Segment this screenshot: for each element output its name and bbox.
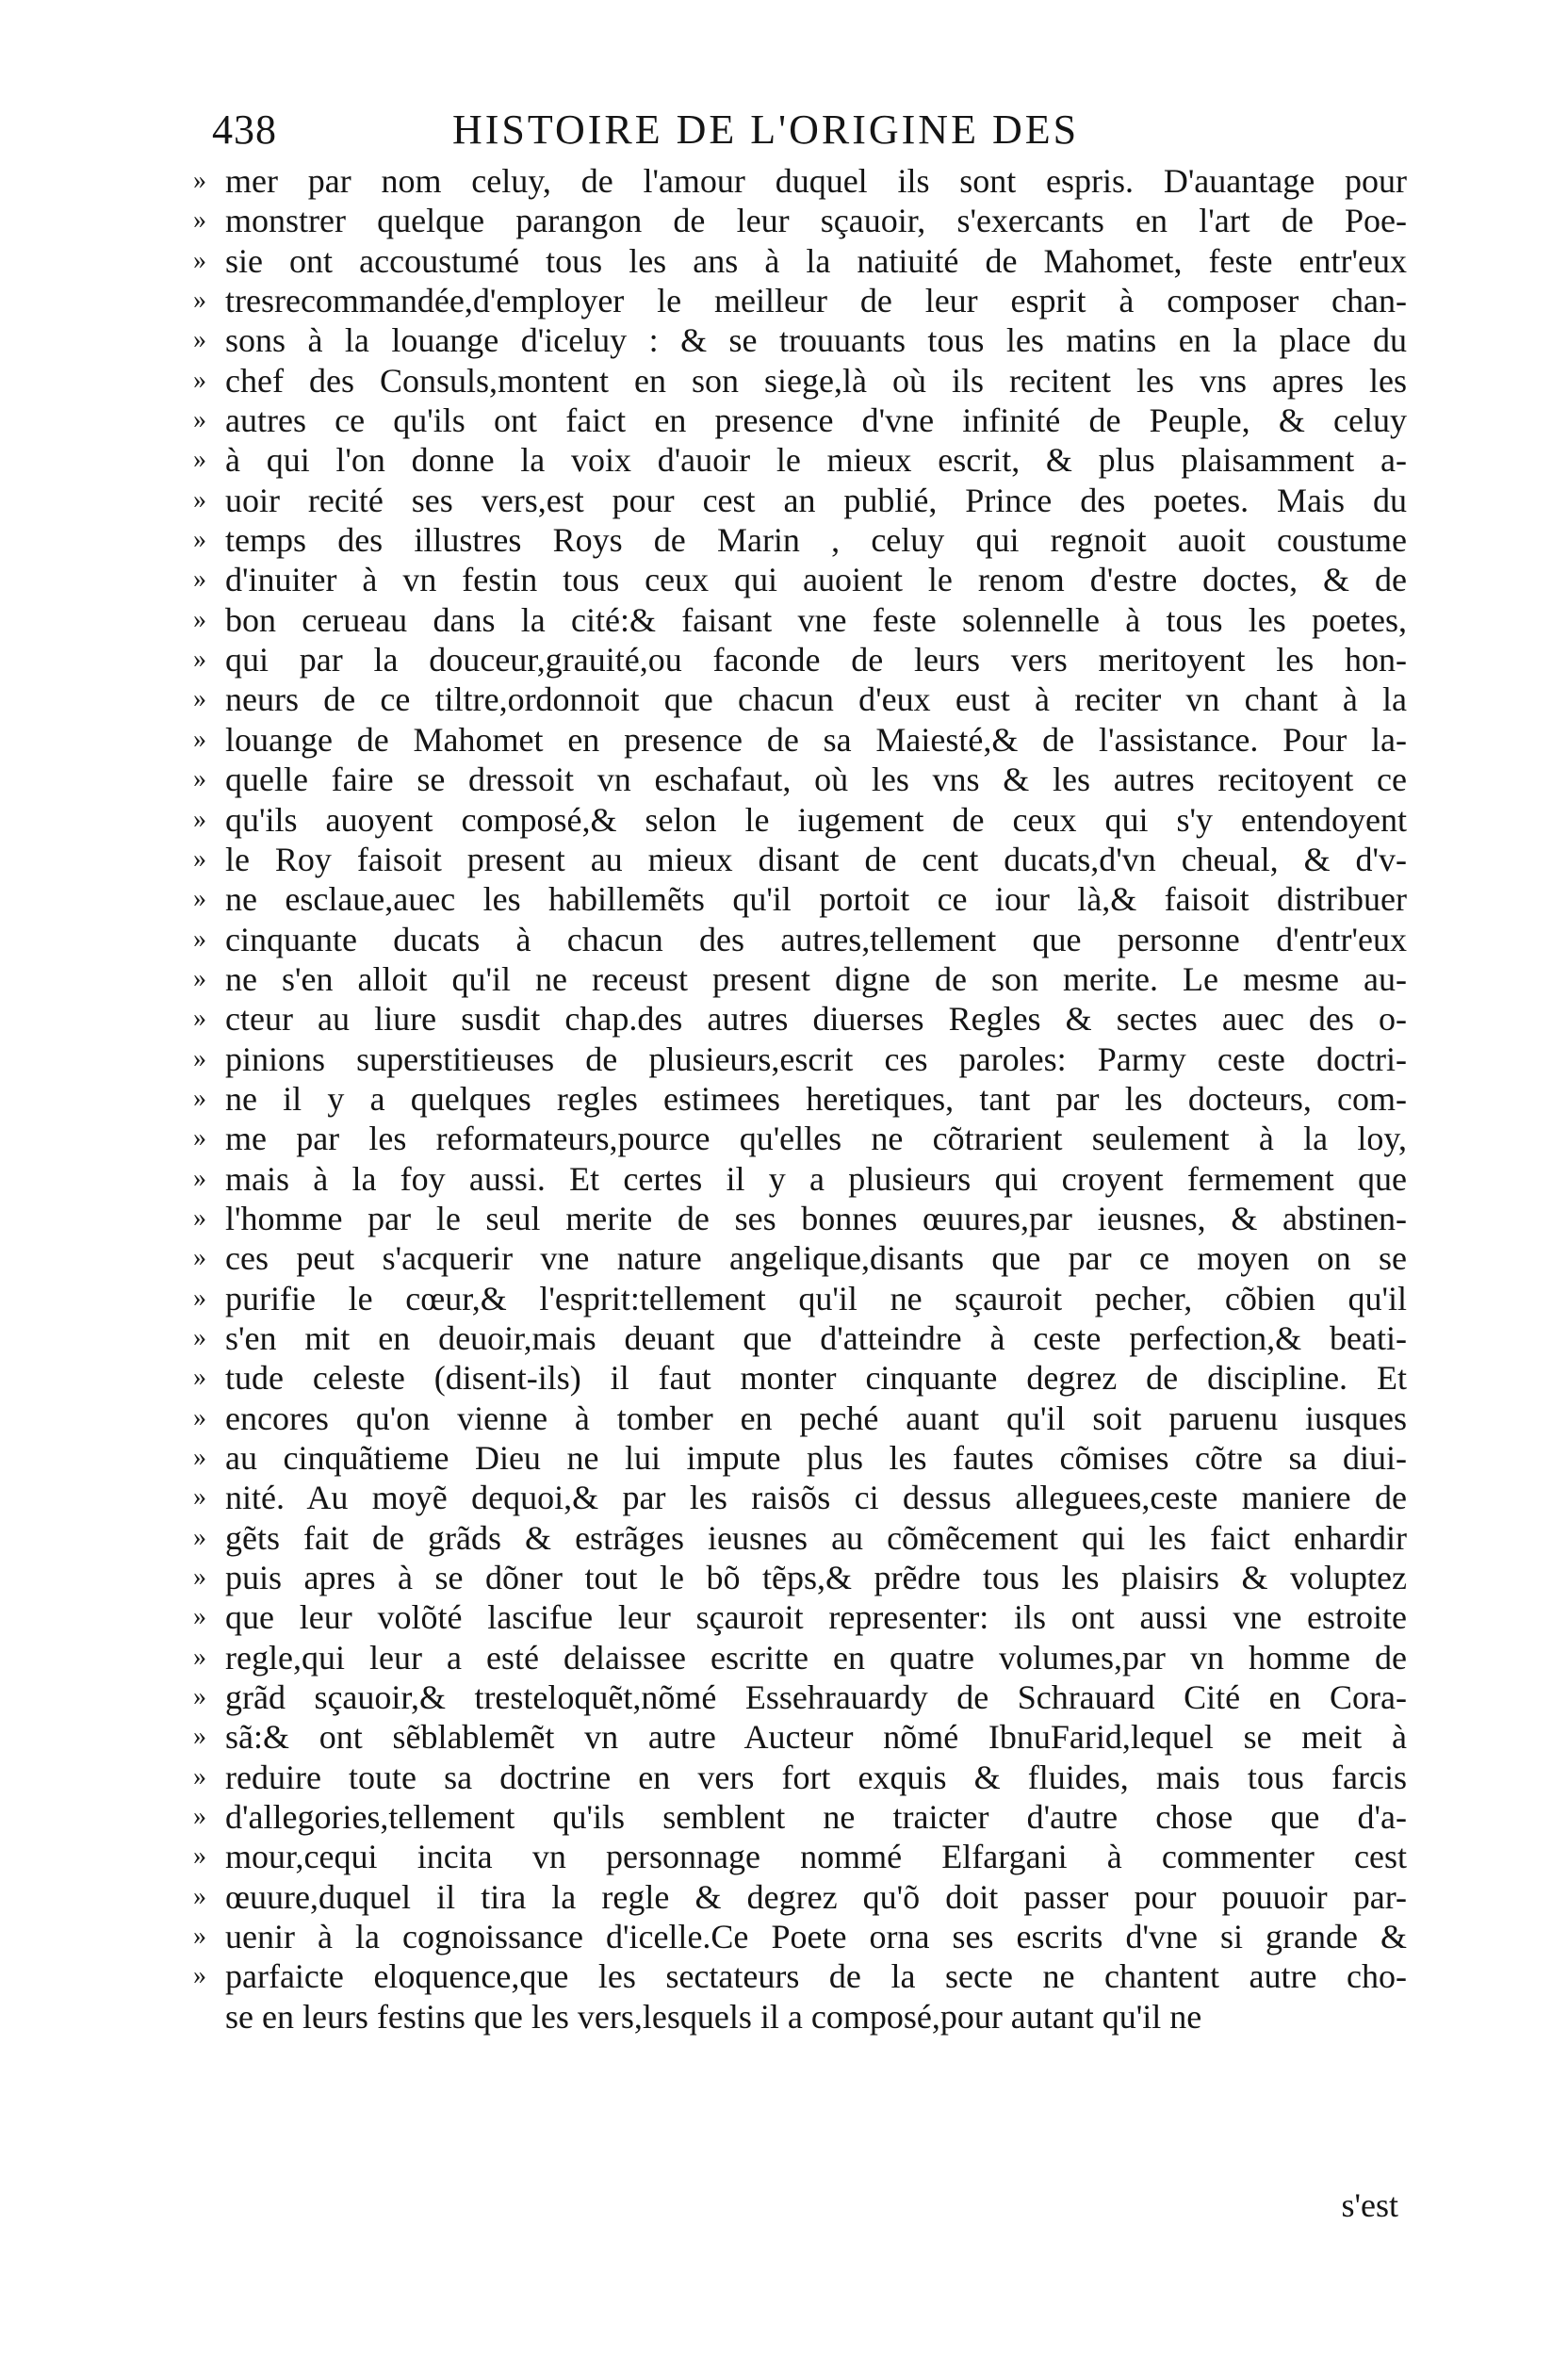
quotation-marker: »: [193, 1802, 206, 1832]
text-line: [193, 320, 1409, 360]
quotation-marker: »: [193, 1363, 206, 1393]
line-text: monstrer quelque parangon de leur sçauoir, s'exercants en l'art de Poe-: [225, 202, 1407, 240]
line-text: se en leurs festins que les vers,lesquels il a composé,pour autant qu'il ne: [225, 1997, 1202, 2036]
text-line: [193, 520, 1409, 560]
text-line: [193, 1159, 1409, 1199]
line-text: tresrecommandée,d'employer le meilleur de leur esprit à composer chan-: [225, 282, 1407, 320]
line-text: ne s'en alloit qu'il ne receust present digne de son merite. Le mesme au-: [225, 959, 1407, 998]
line-text: au cinquãtieme Dieu ne lui impute plus les fautes cõmises cõtre sa diui-: [225, 1439, 1407, 1477]
line-text: nité. Au moyẽ dequoi,& par les raisõs ci dessus alleguees,ceste maniere de: [225, 1479, 1407, 1517]
text-line: [193, 1399, 1409, 1438]
text-line: [193, 281, 1409, 320]
text-line: [193, 679, 1409, 719]
text-line: [193, 1119, 1409, 1158]
line-text: pinions superstitieuses de plusieurs,escrit ces paroles: Parmy ceste doctri-: [225, 1039, 1407, 1078]
quotation-marker: »: [193, 1402, 206, 1432]
line-text: quelle faire se dressoit vn eschafaut, où les vns & les autres recitoyent ce: [225, 761, 1407, 799]
text-line: [193, 800, 1409, 840]
line-text: purifie le cœur,& l'esprit:tellement qu'il ne sçauroit pecher, cõbien qu'il: [225, 1279, 1407, 1317]
text-line: [193, 840, 1409, 879]
line-text: mer par nom celuy, de l'amour duquel ils sont espris. D'auantage pour: [225, 162, 1407, 200]
line-text: temps des illustres Roys de Marin , celuy qui regnoit auoit coustume: [225, 521, 1407, 560]
quotation-marker: »: [193, 1083, 206, 1113]
quotation-marker: »: [193, 1961, 206, 1991]
line-text: parfaicte eloquence,que les sectateurs de la secte ne chantent autre cho-: [225, 1957, 1407, 1996]
quotation-marker: »: [193, 405, 206, 435]
quotation-marker: »: [193, 1322, 206, 1352]
quotation-marker: »: [193, 1243, 206, 1273]
line-text: cteur au liure susdit chap.des autres diuerses Regles & sectes auec des o-: [225, 1000, 1407, 1039]
text-line: [193, 760, 1409, 799]
line-text: bon cerueau dans la cité:& faisant vne feste solennelle à tous les poetes,: [225, 600, 1407, 639]
quotation-marker: »: [193, 484, 206, 515]
line-text: s'en mit en deuoir,mais deuant que d'atteindre à ceste perfection,& beati-: [225, 1318, 1407, 1357]
catchword: s'est: [1341, 2186, 1398, 2224]
line-text: mais à la foy aussi. Et certes il y a plusieurs qui croyent fermement que: [225, 1159, 1407, 1198]
line-text: sie ont accoustumé tous les ans à la natiuité de Mahomet, feste entr'eux: [225, 241, 1407, 280]
text-line: [193, 1438, 1409, 1478]
quotation-marker: »: [193, 1922, 206, 1952]
line-text: sã:& ont sẽblablemẽt vn autre Aucteur nõmé IbnuFarid,lequel se meit à: [225, 1718, 1407, 1757]
line-text: sons à la louange d'iceluy : & se trouuants tous les matins en la place du: [225, 321, 1407, 360]
quotation-marker: »: [193, 1443, 206, 1472]
text-line: [193, 920, 1409, 959]
text-line: [193, 1358, 1409, 1398]
text-line: [193, 1318, 1409, 1358]
quotation-marker: »: [193, 963, 206, 993]
line-text: mour,cequi incita vn personnage nommé Elfargani à commenter cest: [225, 1838, 1407, 1876]
quotation-marker: »: [193, 1722, 206, 1752]
text-line: [193, 1877, 1409, 1917]
line-text: ne esclaue,auec les habillemẽts qu'il portoit ce iour là,& faisoit distribuer: [225, 880, 1407, 919]
quotation-marker: »: [193, 166, 206, 195]
text-line: [193, 161, 1409, 201]
text-line: [193, 959, 1409, 999]
line-text: cinquante ducats à chacun des autres,tellement que personne d'entr'eux: [225, 920, 1407, 958]
quotation-marker: »: [193, 564, 206, 595]
text-line: [193, 1997, 1409, 2037]
body-text: [193, 161, 1409, 2037]
text-line: [193, 1558, 1409, 1597]
quotation-marker: »: [193, 245, 206, 275]
quotation-marker: »: [193, 365, 206, 395]
quotation-marker: »: [193, 1682, 206, 1712]
text-line: [193, 879, 1409, 919]
text-line: [193, 481, 1409, 520]
text-line: [193, 1956, 1409, 1996]
line-text: d'allegories,tellement qu'ils semblent ne traicter d'autre chose que d'a-: [225, 1798, 1407, 1837]
text-line: [193, 640, 1409, 679]
line-text: l'homme par le seul merite de ses bonnes œuures,par ieusnes, & abstinen-: [225, 1199, 1407, 1237]
quotation-marker: »: [193, 1203, 206, 1233]
quotation-marker: »: [193, 1562, 206, 1593]
line-text: neurs de ce tiltre,ordonnoit que chacun d'eux eust à reciter vn chant à la: [225, 680, 1407, 719]
text-line: [193, 1837, 1409, 1876]
quotation-marker: »: [193, 724, 206, 754]
text-line: [193, 1039, 1409, 1079]
quotation-marker: »: [193, 1123, 206, 1153]
text-line: [193, 1758, 1409, 1797]
line-text: qu'ils auoyent composé,& selon le iugement de ceux qui s'y entendoyent: [225, 800, 1407, 839]
page-number: 438: [212, 106, 277, 153]
text-line: [193, 201, 1409, 240]
line-text: reduire toute sa doctrine en vers fort exquis & fluides, mais tous farcis: [225, 1758, 1407, 1796]
quotation-marker: »: [193, 1761, 206, 1792]
text-line: [193, 1597, 1409, 1637]
text-line: [193, 1079, 1409, 1119]
quotation-marker: »: [193, 286, 206, 316]
text-line: [193, 1238, 1409, 1278]
line-text: puis apres à se dõner tout le bõ tẽps,& prẽdre tous les plaisirs & voluptez: [225, 1559, 1407, 1597]
line-text: ne il y a quelques regles estimees heretiques, tant par les docteurs, com-: [225, 1079, 1407, 1118]
text-line: [193, 401, 1409, 440]
line-text: autres ce qu'ils ont faict en presence d'vne infinité de Peuple, & celuy: [225, 401, 1407, 440]
text-line: [193, 600, 1409, 640]
line-text: d'inuiter à vn festin tous ceux qui auoient le renom d'estre doctes, & de: [225, 561, 1407, 599]
text-line: [193, 440, 1409, 480]
text-line: [193, 1638, 1409, 1677]
text-line: [193, 1797, 1409, 1837]
quotation-marker: »: [193, 1482, 206, 1513]
quotation-marker: »: [193, 445, 206, 475]
quotation-marker: »: [193, 924, 206, 954]
quotation-marker: »: [193, 684, 206, 714]
line-text: grãd sçauoir,& tresteloquẽt,nõmé Essehrauardy de Schrauard Cité en Cora-: [225, 1678, 1407, 1717]
quotation-marker: »: [193, 843, 206, 874]
text-line: [193, 241, 1409, 281]
quotation-marker: »: [193, 1043, 206, 1073]
line-text: regle,qui leur a esté delaissee escritte en quatre volumes,par vn homme de: [225, 1638, 1407, 1677]
quotation-marker: »: [193, 1642, 206, 1672]
line-text: tude celeste (disent-ils) il faut monter cinquante degrez de discipline. Et: [225, 1359, 1407, 1398]
line-text: œuure,duquel il tira la regle & degrez qu'õ doit passer pour pouuoir par-: [225, 1877, 1407, 1916]
quotation-marker: »: [193, 1522, 206, 1552]
text-line: [193, 1717, 1409, 1757]
page-header: [212, 106, 1475, 162]
line-text: que leur volõté lascifue leur sçauroit representer: ils ont aussi vne estroite: [225, 1598, 1407, 1637]
quotation-marker: »: [193, 1602, 206, 1632]
quotation-marker: »: [193, 325, 206, 355]
quotation-marker: »: [193, 1004, 206, 1034]
running-title: HISTOIRE DE L'ORIGINE DES: [452, 106, 1080, 153]
quotation-marker: »: [193, 525, 206, 555]
text-line: [193, 1279, 1409, 1318]
text-line: [193, 1677, 1409, 1717]
line-text: louange de Mahomet en presence de sa Maiesté,& de l'assistance. Pour la-: [225, 720, 1407, 759]
text-line: [193, 720, 1409, 760]
text-line: [193, 999, 1409, 1039]
line-text: uoir recité ses vers,est pour cest an publié, Prince des poetes. Mais du: [225, 481, 1407, 519]
quotation-marker: »: [193, 1163, 206, 1193]
line-text: uenir à la cognoissance d'icelle.Ce Poete orna ses escrits d'vne si grande &: [225, 1918, 1407, 1956]
line-text: le Roy faisoit present au mieux disant de cent ducats,d'vn cheual, & d'v-: [225, 840, 1407, 878]
text-line: [193, 1917, 1409, 1956]
text-line: [193, 1518, 1409, 1558]
quotation-marker: »: [193, 205, 206, 236]
line-text: gẽts fait de grãds & estrãges ieusnes au cõmẽcement qui les faict enhardir: [225, 1518, 1407, 1557]
quotation-marker: »: [193, 645, 206, 675]
line-text: encores qu'on vienne à tomber en peché auant qu'il soit paruenu iusques: [225, 1399, 1407, 1437]
quotation-marker: »: [193, 1283, 206, 1313]
quotation-marker: »: [193, 804, 206, 834]
text-line: [193, 1199, 1409, 1238]
quotation-marker: »: [193, 604, 206, 634]
line-text: me par les reformateurs,pource qu'elles ne cõtrarient seulement à la loy,: [225, 1120, 1407, 1158]
line-text: à qui l'on donne la voix d'auoir le mieux escrit, & plus plaisamment a-: [225, 441, 1407, 480]
text-line: [193, 560, 1409, 599]
line-text: qui par la douceur,grauité,ou faconde de leurs vers meritoyent les hon-: [225, 641, 1407, 679]
quotation-marker: »: [193, 764, 206, 794]
quotation-marker: »: [193, 1841, 206, 1872]
text-line: [193, 361, 1409, 401]
line-text: ces peut s'acquerir vne nature angelique,disants que par ce moyen on se: [225, 1239, 1407, 1278]
line-text: chef des Consuls,montent en son siege,là où ils recitent les vns apres les: [225, 361, 1407, 400]
quotation-marker: »: [193, 1881, 206, 1911]
text-line: [193, 1478, 1409, 1517]
quotation-marker: »: [193, 884, 206, 914]
